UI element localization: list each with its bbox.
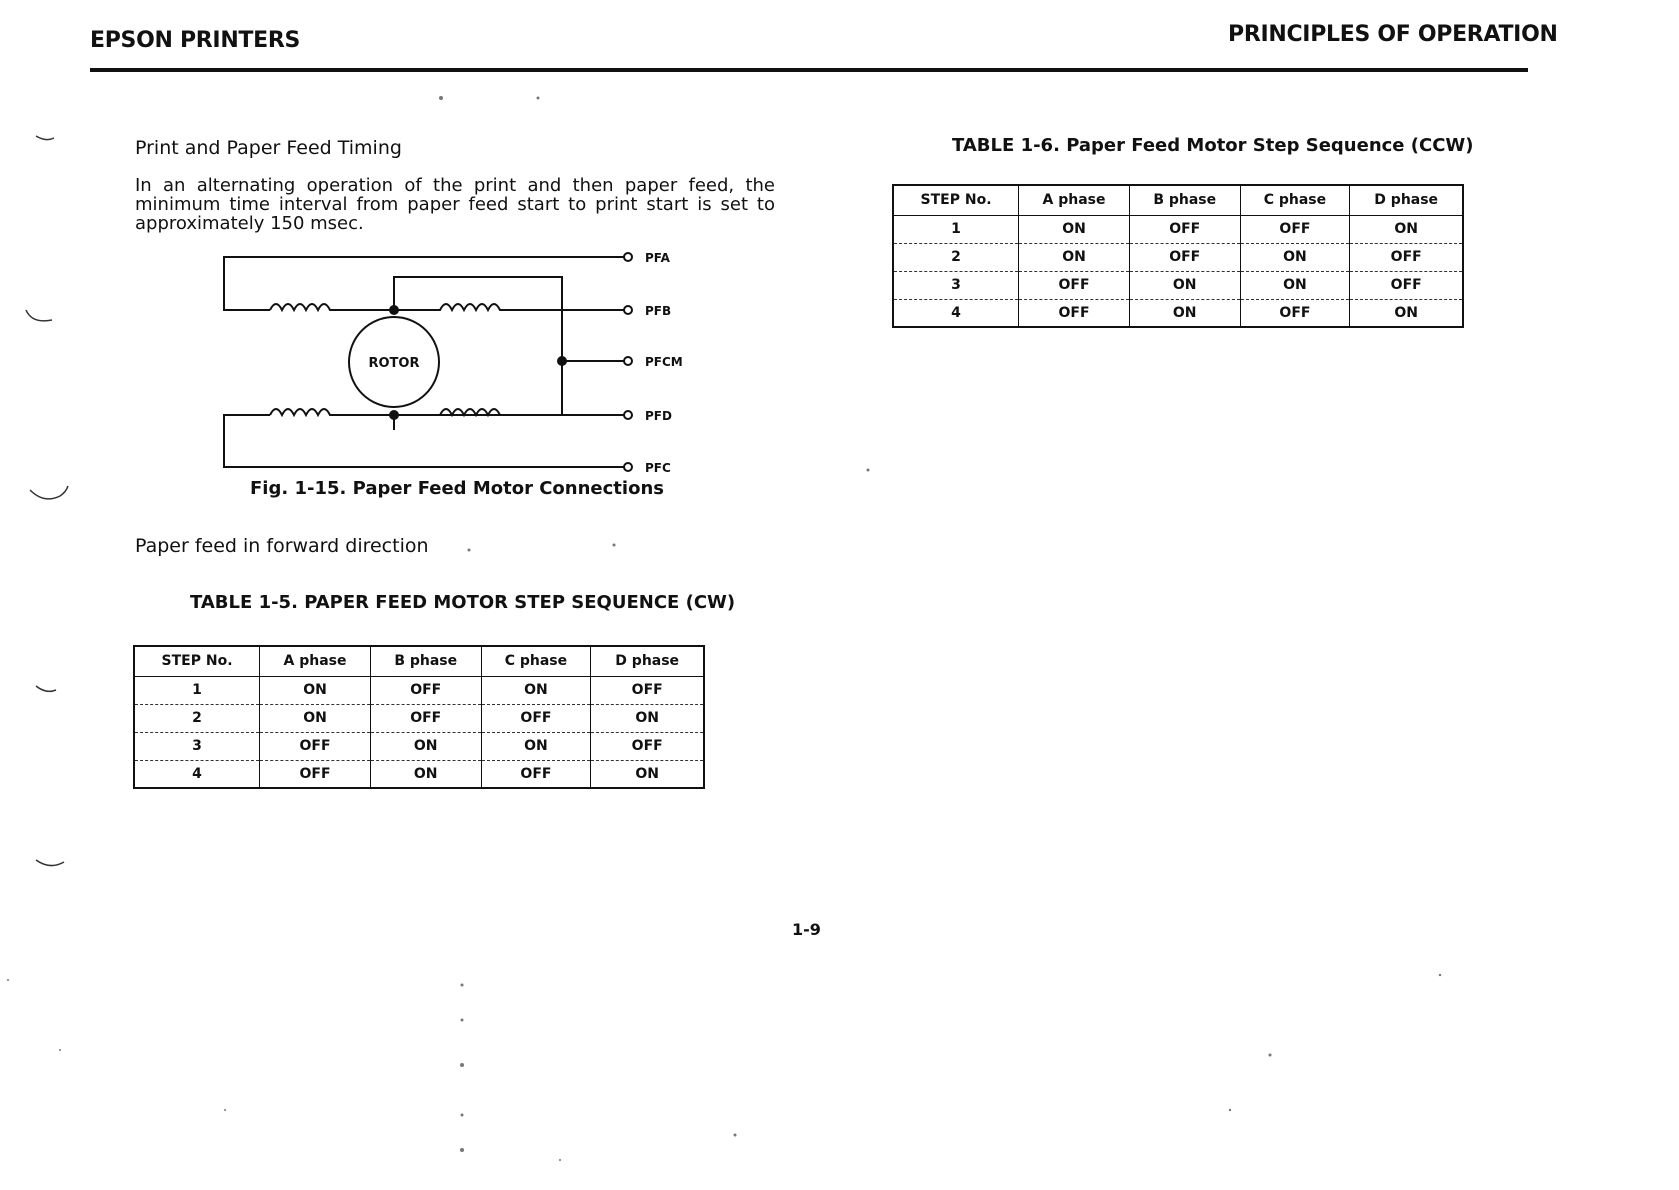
header-left: EPSON PRINTERS [90, 28, 301, 53]
table-cell: 3 [134, 732, 260, 760]
table-cell: ON [591, 760, 704, 788]
table-cell: 2 [134, 704, 260, 732]
column-header: D phase [591, 646, 704, 676]
column-header: A phase [1019, 185, 1130, 215]
table-cell: ON [370, 760, 481, 788]
table-cell: OFF [1129, 215, 1240, 243]
table-cell: OFF [260, 760, 371, 788]
table-header-row [893, 185, 1463, 215]
figure-caption: Fig. 1-15. Paper Feed Motor Connections [250, 478, 664, 499]
table-row [893, 271, 1463, 299]
column-header: C phase [481, 646, 591, 676]
table-cw-title: TABLE 1-5. PAPER FEED MOTOR STEP SEQUENCE (CW) [190, 592, 736, 613]
table-cell: OFF [370, 704, 481, 732]
table-row [893, 215, 1463, 243]
table-cell: ON [591, 704, 704, 732]
table-row [134, 760, 704, 788]
column-header: C phase [1240, 185, 1350, 215]
terminal-pfa: PFA [645, 251, 670, 265]
table-cell: ON [260, 704, 371, 732]
terminal-pfc: PFC [645, 461, 671, 475]
table-cell: OFF [370, 676, 481, 704]
table-cell: OFF [1019, 299, 1130, 327]
table-cell: ON [1350, 215, 1463, 243]
table-cell: OFF [1350, 271, 1463, 299]
table-cell: ON [370, 732, 481, 760]
table-cell: ON [1019, 243, 1130, 271]
step-sequence-table-ccw [892, 184, 1464, 328]
table-cell: 1 [134, 676, 260, 704]
table-row [134, 676, 704, 704]
table-cell: ON [1240, 243, 1350, 271]
table-cell: 1 [893, 215, 1019, 243]
rotor-label: ROTOR [368, 356, 420, 371]
column-header: STEP No. [134, 646, 260, 676]
section-heading: Print and Paper Feed Timing [135, 137, 402, 159]
table-ccw-title: TABLE 1-6. Paper Feed Motor Step Sequence (CCW) [952, 135, 1474, 156]
table-row [893, 299, 1463, 327]
table-cell: OFF [1240, 215, 1350, 243]
motor-connection-diagram [200, 240, 720, 500]
forward-direction-heading: Paper feed in forward direction [135, 535, 429, 557]
table-header-row [134, 646, 704, 676]
terminal-pfd: PFD [645, 409, 672, 423]
page-number: 1-9 [792, 920, 821, 939]
table-cell: ON [1240, 271, 1350, 299]
timing-paragraph: In an alternating operation of the print and then paper feed, the minimum time interval from paper feed start to print start is set to approximately 150 msec. [135, 175, 775, 234]
table-cell: 4 [893, 299, 1019, 327]
column-header: B phase [370, 646, 481, 676]
table-cell: OFF [260, 732, 371, 760]
table-cell: ON [260, 676, 371, 704]
table-row [893, 243, 1463, 271]
table-cell: OFF [1129, 243, 1240, 271]
terminal-pfcm: PFCM [645, 355, 683, 369]
table-cell: OFF [591, 676, 704, 704]
table-cell: ON [481, 676, 591, 704]
column-header: STEP No. [893, 185, 1019, 215]
table-cell: ON [1350, 299, 1463, 327]
table-cell: OFF [481, 760, 591, 788]
table-row [134, 704, 704, 732]
table-cell: ON [1129, 299, 1240, 327]
column-header: D phase [1350, 185, 1463, 215]
column-header: A phase [260, 646, 371, 676]
header-rule [90, 68, 1528, 72]
table-cell: OFF [1240, 299, 1350, 327]
table-cell: ON [1129, 271, 1240, 299]
table-cell: 2 [893, 243, 1019, 271]
table-cell: 4 [134, 760, 260, 788]
table-cell: 3 [893, 271, 1019, 299]
step-sequence-table-cw [133, 645, 705, 789]
table-cell: OFF [1019, 271, 1130, 299]
table-cell: OFF [481, 704, 591, 732]
header-right: PRINCIPLES OF OPERATION [1228, 22, 1558, 47]
table-cell: ON [1019, 215, 1130, 243]
table-cell: OFF [591, 732, 704, 760]
table-row [134, 732, 704, 760]
column-header: B phase [1129, 185, 1240, 215]
table-cell: ON [481, 732, 591, 760]
table-cell: OFF [1350, 243, 1463, 271]
terminal-pfb: PFB [645, 304, 672, 318]
